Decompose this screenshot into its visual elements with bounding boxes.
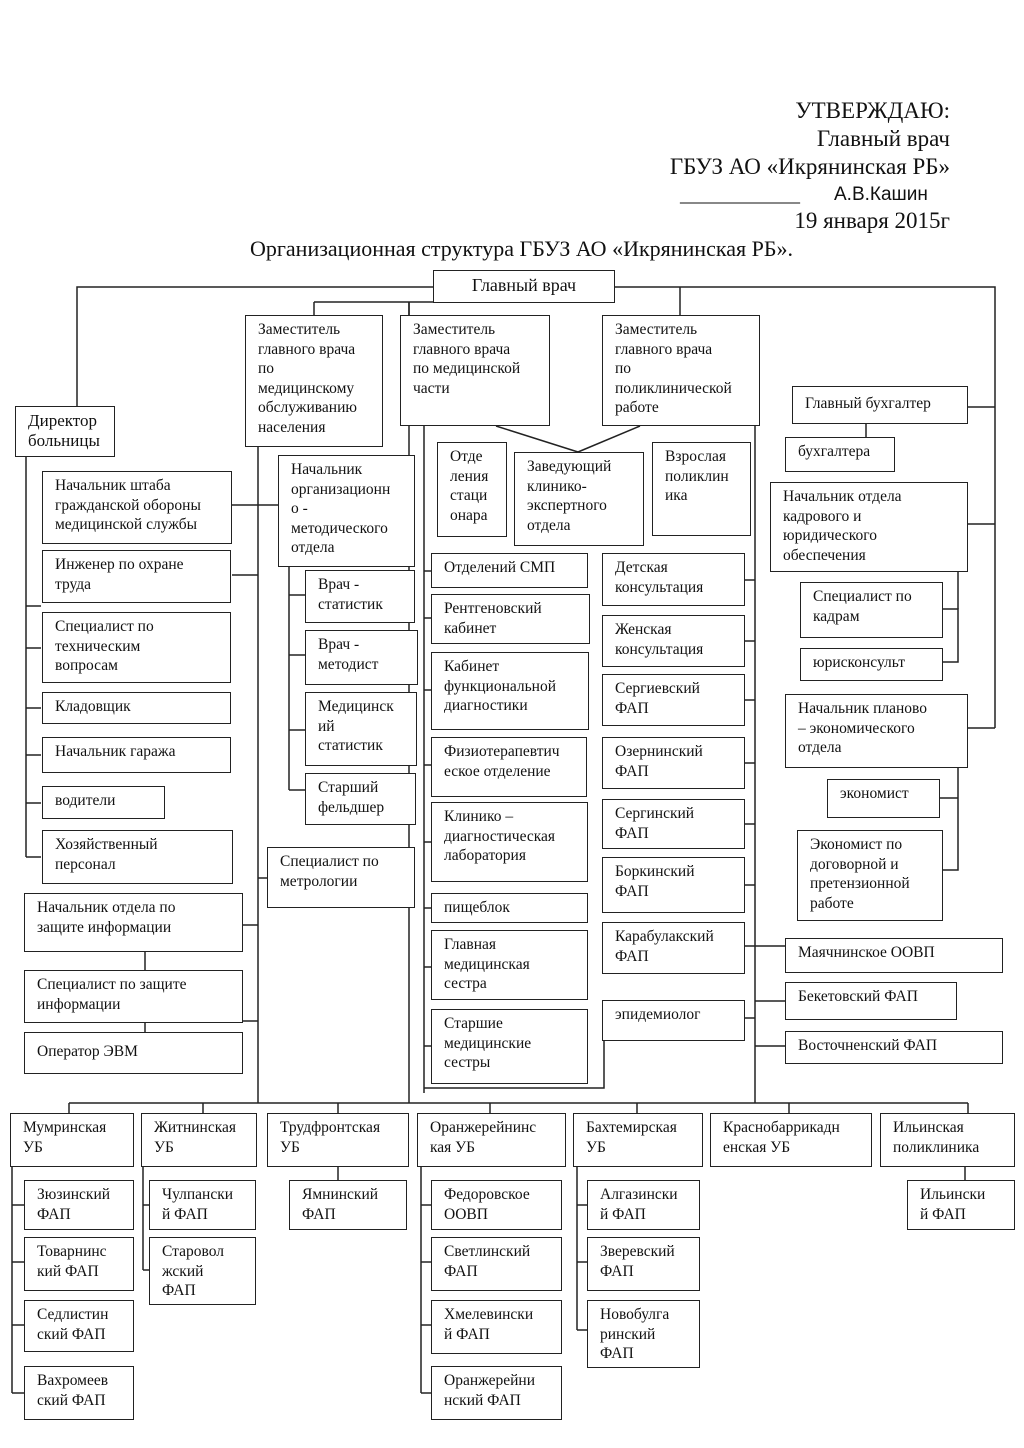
director-sub-labor-safety: Инженер по охране труда [42,550,231,603]
medical-unit-senior-nurses: Старшие медицинские сестры [431,1009,588,1084]
fap-sedlistinsky: Седлистин ский ФАП [24,1300,134,1352]
polyclinic-ilyinskaya: Ильинская поликлиника [880,1113,1015,1167]
inpatient-departments-box: Отде ления стаци онара [437,442,507,537]
approval-position: Главный врач [816,126,950,151]
contract-economist-box: Экономист по договорной и претензионной работе [797,830,943,921]
medical-unit-laboratory: Клинико – диагностическая лаборатория [431,802,588,882]
fap-svetlinsky: Светлинский ФАП [431,1237,562,1291]
director-sub-storekeeper: Кладовщик [42,692,231,724]
oovp-fedorovskoe: Федоровское ООВП [431,1180,562,1230]
chief-accountant-box: Главный бухгалтер [792,386,968,424]
director-sub-technical: Специалист по техническим вопросам [42,612,231,683]
economist-box: экономист [827,779,940,818]
adult-polyclinic-box: Взрослая поликлин ика [652,442,751,536]
director-sub-drivers: водители [42,786,165,819]
fap-novobulgarinsky: Новобулга ринский ФАП [587,1300,700,1368]
director-box: Директор больницы [15,406,115,457]
hospital-trudfrontskaya: Трудфронтская УБ [267,1113,409,1167]
metrology-specialist-box: Специалист по метрологии [267,847,415,908]
fap-zyuzinsky: Зюзинский ФАП [24,1180,134,1230]
accountants-box: бухгалтера [785,437,895,472]
hospital-zhitninskaya: Житнинская УБ [141,1113,257,1167]
orgmethod-sub-methodist: Врач - методист [305,630,418,685]
fap-starovolzhsky: Старовол жский ФАП [149,1237,256,1305]
orgmethod-head-box: Начальник организационн о - методического отдела [278,455,415,567]
poly-unit-sergievsky: Сергиевский ФАП [602,674,745,726]
fap-algazinsky: Алгазински й ФАП [587,1180,700,1230]
approval-approve: УТВЕРЖДАЮ: [795,98,950,123]
director-sub-infosec-head: Начальник отдела по защите информации [24,893,243,952]
hr-specialist-box: Специалист по кадрам [800,582,943,638]
deputy-population-box: Заместитель главного врача по медицинскому обслуживанию населения [245,315,383,447]
orgmethod-sub-statistician: Врач - статистик [305,570,415,623]
poly-extra-mayachninskoe: Маячнинское ООВП [785,938,1003,973]
fap-tovarninsky: Товарнинс кий ФАП [24,1237,134,1291]
poly-unit-epidemiologist: эпидемиолог [602,1000,745,1041]
hospital-krasnobarrikadnenskaya: Краснобаррикадн енская УБ [710,1113,872,1167]
page-title: Организационная структура ГБУЗ АО «Икрянинская РБ». [250,236,793,261]
approval-date: 19 января 2015г [794,208,950,233]
director-sub-garage: Начальник гаража [42,737,231,773]
fap-oranzhereyninsky: Оранжерейни нский ФАП [431,1366,562,1420]
clinical-expert-head-box: Заведующий клинико- экспертного отдела [514,452,644,546]
poly-extra-beketovsky: Бекетовский ФАП [785,982,957,1020]
poly-unit-ozerninsky: Озернинский ФАП [602,737,745,789]
hospital-mumrinskaya: Мумринская УБ [10,1113,134,1167]
poly-unit-women: Женская консультация [602,615,745,667]
orgmethod-sub-med-statistician: Медицинск ий статистик [305,692,417,766]
fap-zverevsky: Зверевский ФАП [587,1237,700,1291]
planning-economic-head-box: Начальник планово – экономического отдела [785,694,968,768]
hr-legal-head-box: Начальник отдела кадрового и юридического обеспечения [770,482,968,572]
medical-unit-kitchen: пищеблок [431,893,588,923]
hospital-oranzhereyninskaya: Оранжерейнинс кая УБ [417,1113,566,1167]
approval-org: ГБУЗ АО «Икрянинская РБ» [669,154,950,179]
director-sub-household: Хозяйственный персонал [42,830,233,884]
director-sub-computer-operator: Оператор ЭВМ [24,1032,243,1074]
director-sub-civil-defense: Начальник штаба гражданской обороны медицинской службы [42,471,232,544]
fap-chulpansky: Чулпански й ФАП [149,1180,256,1230]
poly-unit-children: Детская консультация [602,553,745,606]
medical-unit-head-nurse: Главная медицинская сестра [431,930,588,1000]
medical-unit-xray: Рентгеновский кабинет [431,594,590,644]
fap-yamninsky: Ямнинский ФАП [289,1180,407,1230]
medical-unit-functional-diagnostics: Кабинет функциональной диагностики [431,652,589,730]
medical-unit-emergency: Отделений СМП [431,553,588,588]
orgmethod-sub-senior-paramedic: Старший фельдшер [305,773,416,825]
approval-signature-line: ____________ [680,184,800,206]
director-sub-infosec-specialist: Специалист по защите информации [24,970,243,1023]
lawyer-box: юрисконсульт [800,648,943,681]
fap-ilyinsky: Ильински й ФАП [907,1180,1015,1230]
poly-unit-karabulaksky: Карабулакский ФАП [602,922,745,974]
fap-khmelevinsky: Хмелевински й ФАП [431,1300,562,1354]
poly-unit-serginsky: Сергинский ФАП [602,799,745,849]
medical-unit-physiotherapy: Физиотерапевтич еское отделение [431,737,587,797]
poly-unit-borkinsky: Боркинский ФАП [602,857,745,913]
approval-name: А.В.Кашин [834,184,928,205]
fap-vakhromeevsky: Вахромеев ский ФАП [24,1366,134,1420]
chief-physician-box: Главный врач [433,270,615,303]
deputy-medical-box: Заместитель главного врача по медицинской части [400,315,550,426]
poly-extra-vostochnensky: Восточненский ФАП [785,1031,1003,1064]
deputy-polyclinic-box: Заместитель главного врача по поликлинической работе [602,315,760,426]
hospital-bakhtemirskaya: Бахтемирская УБ [573,1113,703,1167]
